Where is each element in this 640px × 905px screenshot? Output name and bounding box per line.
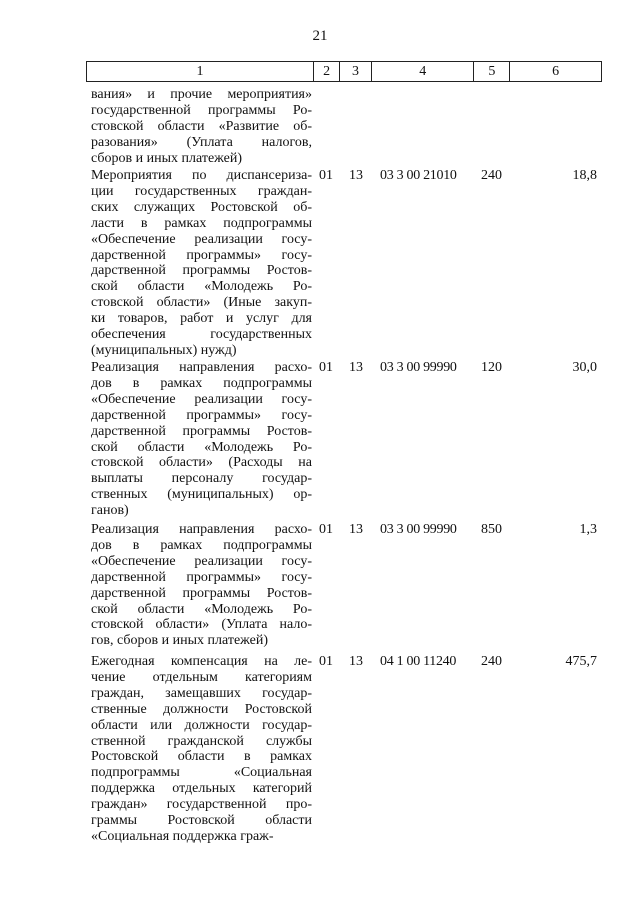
expense-type-code: 240 [481,654,502,669]
description-line: граждан, замещавших государ- [91,685,312,701]
description-line: Реализация направления расхо- [91,522,312,537]
description-line: государственной программы Ро- [91,102,312,118]
description-line: ственные должности Ростовской [91,701,312,717]
description-line: Ростовской области в рамках [91,749,312,765]
description-line: стовской области» (Уплата нало- [91,617,312,633]
amount-value: 18,8 [572,168,597,183]
description-line: дарственной программы» госу- [91,569,312,585]
target-article-code: 03 3 00 99990 [380,522,457,537]
description-line: ской области «Молодежь Ро- [91,439,312,455]
description-line: разования» (Уплата налогов, [91,134,312,150]
expense-type-code: 240 [481,168,502,183]
column-header-2: 2 [313,62,339,81]
description-line: (муниципальных) нужд) [91,342,237,358]
description-line: дарственной программы» госу- [91,247,312,263]
target-article-code: 03 3 00 21010 [380,168,457,183]
section-code: 01 [319,522,333,537]
description-line: обеспечения государственных [91,327,312,343]
description-line: выплаты персоналу государ- [91,471,312,487]
description-line: стовской области» (Расходы на [91,455,312,471]
description-line: ской области «Молодежь Ро- [91,601,312,617]
description-line: дарственной программы Ростов- [91,585,312,601]
section-code: 01 [319,360,333,375]
subsection-code: 13 [349,168,363,183]
description-line: граждан» государственной про- [91,797,312,813]
description-line: поддержка отдельных категорий [91,781,312,797]
row-description [91,522,312,649]
column-header-4: 4 [371,62,474,81]
row-description [91,654,312,845]
description-line: ции государственных граждан- [91,183,312,199]
table-header-row [86,61,602,82]
description-line: чение отдельным категориям [91,669,312,685]
section-code: 01 [319,168,333,183]
description-line: ки товаров, работ и услуг для [91,311,312,327]
amount-value: 1,3 [579,522,597,537]
description-line: гов, сборов и иных платежей) [91,633,269,649]
expense-type-code: 850 [481,522,502,537]
description-line: ственных (муниципальных) ор- [91,487,312,503]
description-line: Ежегодная компенсация на ле- [91,654,312,669]
description-line: стовской области «Развитие об- [91,118,312,134]
column-header-1: 1 [196,64,204,79]
expense-type-code: 120 [481,360,502,375]
subsection-code: 13 [349,360,363,375]
description-line: дарственной программы Ростов- [91,263,312,279]
description-line: Реализация направления расхо- [91,360,312,375]
description-line: стовской области» (Иные закуп- [91,295,312,311]
description-line: подпрограммы «Социальная [91,765,312,781]
row-description [91,87,312,167]
description-line: «Обеспечение реализации госу- [91,553,312,569]
description-line: сборов и иных платежей) [91,150,243,166]
description-line: ской области «Молодежь Ро- [91,279,312,295]
description-line: «Обеспечение реализации госу- [91,391,312,407]
subsection-code: 13 [349,654,363,669]
target-article-code: 03 3 00 99990 [380,360,457,375]
amount-value: 30,0 [572,360,597,375]
subsection-code: 13 [349,522,363,537]
description-line: «Обеспечение реализации госу- [91,231,312,247]
description-line: дов в рамках подпрограммы [91,537,312,553]
description-line: ских служащих Ростовской об- [91,199,312,215]
description-line: ганов) [91,503,129,519]
row-description [91,360,312,519]
amount-value: 475,7 [565,654,597,669]
description-line: «Социальная поддержка граж- [91,828,274,844]
description-line: граммы Ростовской области [91,813,312,829]
page-number: 21 [312,28,328,44]
description-line: дов в рамках подпрограммы [91,375,312,391]
description-line: ственной гражданской службы [91,733,312,749]
column-header-6: 6 [509,62,601,81]
description-line: ласти в рамках подпрограммы [91,215,312,231]
description-line: области или должности государ- [91,717,312,733]
description-line: вания» и прочие мероприятия» [91,87,312,102]
row-description [91,168,312,359]
description-line: Мероприятия по диспансеризa- [91,168,312,183]
target-article-code: 04 1 00 11240 [380,654,457,669]
column-header-3: 3 [339,62,371,81]
column-header-5: 5 [473,62,509,81]
section-code: 01 [319,654,333,669]
description-line: дарственной программы Ростов- [91,423,312,439]
description-line: дарственной программы» госу- [91,407,312,423]
